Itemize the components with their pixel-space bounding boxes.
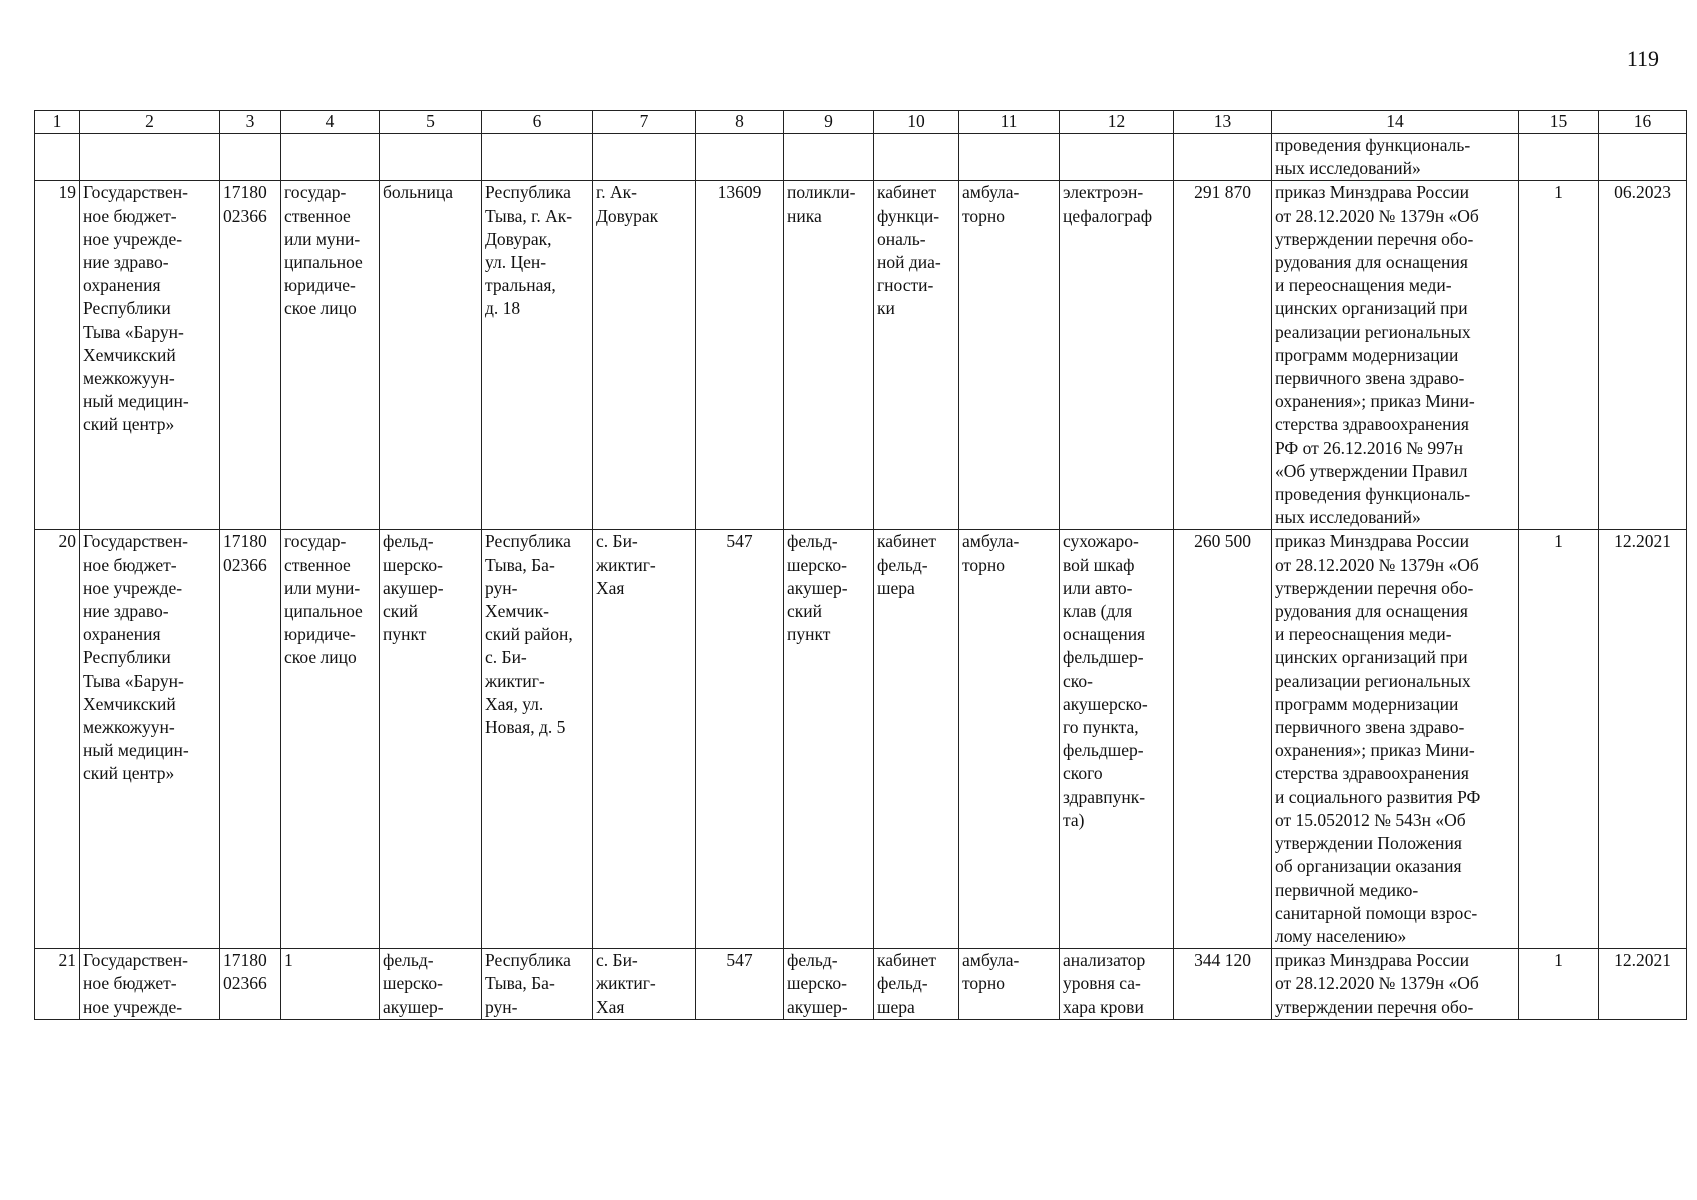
price-cell: 260 500 bbox=[1174, 530, 1272, 949]
column-header: 10 bbox=[874, 111, 959, 134]
table-row bbox=[35, 181, 1687, 530]
population-cell: 13609 bbox=[696, 181, 784, 530]
table-cell bbox=[281, 134, 380, 181]
table-cell bbox=[1519, 134, 1599, 181]
facility-type-cell: фельд- шерско- акушер- ский пункт bbox=[380, 530, 482, 949]
quantity-cell: 1 bbox=[1519, 949, 1599, 1020]
organization-cell: Государствен- ное бюджет- ное учрежде- bbox=[80, 949, 220, 1020]
row-number-cell: 19 bbox=[35, 181, 80, 530]
address-cell: Республика Тыва, Ба- рун- bbox=[482, 949, 593, 1020]
table-cell bbox=[220, 134, 281, 181]
legal-basis-cell: приказ Минздрава России от 28.12.2020 № 1379н «Об утверждении перечня обо- рудования для оснащения и переоснащения меди- цинских организаций при реализации региональных программ модернизации первичного звена здраво- охранения»; приказ Мини- стерства здравоохранения и социального развития РФ от 15.052012 № 543н «Об утверждении Положения об организации оказания первичной медико- санитарной помощи взрос- лому населению» bbox=[1272, 530, 1519, 949]
quantity-cell: 1 bbox=[1519, 181, 1599, 530]
legal-basis-cell: проведения функциональ- ных исследований» bbox=[1272, 134, 1519, 181]
room-cell: кабинет фельд- шера bbox=[874, 530, 959, 949]
column-header: 16 bbox=[1599, 111, 1687, 134]
row-number-cell: 20 bbox=[35, 530, 80, 949]
column-number-row bbox=[35, 111, 1687, 134]
table-cell bbox=[1060, 134, 1174, 181]
column-header: 14 bbox=[1272, 111, 1519, 134]
equipment-cell: анализатор уровня са- хара крови bbox=[1060, 949, 1174, 1020]
column-header: 13 bbox=[1174, 111, 1272, 134]
column-header: 7 bbox=[593, 111, 696, 134]
locality-cell: с. Би- жиктиг- Хая bbox=[593, 530, 696, 949]
unit-cell: фельд- шерско- акушер- bbox=[784, 949, 874, 1020]
population-cell: 547 bbox=[696, 530, 784, 949]
column-header: 12 bbox=[1060, 111, 1174, 134]
organization-cell: Государствен- ное бюджет- ное учрежде- ние здраво- охранения Республики Тыва «Барун- Хемчикский межкожуун- ный медицин- ский центр» bbox=[80, 530, 220, 949]
table-cell bbox=[380, 134, 482, 181]
organization-cell: Государствен- ное бюджет- ное учрежде- ние здраво- охранения Республики Тыва «Барун- Хемчикский межкожуун- ный медицин- ский центр» bbox=[80, 181, 220, 530]
facility-type-cell: фельд- шерско- акушер- bbox=[380, 949, 482, 1020]
equipment-cell: электроэн- цефалограф bbox=[1060, 181, 1174, 530]
legal-form-cell: государ- ственное или муни- ципальное юридиче- ское лицо bbox=[281, 530, 380, 949]
column-header: 9 bbox=[784, 111, 874, 134]
row-number-cell: 21 bbox=[35, 949, 80, 1020]
table-cell bbox=[593, 134, 696, 181]
legal-form-cell: 1 bbox=[281, 949, 380, 1020]
care-condition-cell: амбула- торно bbox=[959, 181, 1060, 530]
registry-table bbox=[34, 110, 1687, 1020]
date-cell: 12.2021 bbox=[1599, 530, 1687, 949]
table-row-continued bbox=[35, 134, 1687, 181]
care-condition-cell: амбула- торно bbox=[959, 530, 1060, 949]
address-cell: Республика Тыва, г. Ак- Довурак, ул. Цен- тральная, д. 18 bbox=[482, 181, 593, 530]
ogrn-cell: 17180 02366 bbox=[220, 949, 281, 1020]
room-cell: кабинет фельд- шера bbox=[874, 949, 959, 1020]
equipment-cell: сухожаро- вой шкаф или авто- клав (для оснащения фельдшер- ско- акушерско- го пункта, фельдшер- ского здравпунк- та) bbox=[1060, 530, 1174, 949]
ogrn-cell: 17180 02366 bbox=[220, 181, 281, 530]
column-header: 5 bbox=[380, 111, 482, 134]
legal-basis-cell: приказ Минздрава России от 28.12.2020 № 1379н «Об утверждении перечня обо- bbox=[1272, 949, 1519, 1020]
column-header: 3 bbox=[220, 111, 281, 134]
legal-basis-cell: приказ Минздрава России от 28.12.2020 № 1379н «Об утверждении перечня обо- рудования для оснащения и переоснащения меди- цинских организаций при реализации региональных программ модернизации первичного звена здраво- охранения»; приказ Мини- стерства здравоохранения РФ от 26.12.2016 № 997н «Об утверждении Правил проведения функциональ- ных исследований» bbox=[1272, 181, 1519, 530]
table-cell bbox=[874, 134, 959, 181]
table-cell bbox=[696, 134, 784, 181]
column-header: 11 bbox=[959, 111, 1060, 134]
table-cell bbox=[80, 134, 220, 181]
population-cell: 547 bbox=[696, 949, 784, 1020]
table-cell bbox=[1599, 134, 1687, 181]
price-cell: 344 120 bbox=[1174, 949, 1272, 1020]
table-cell bbox=[959, 134, 1060, 181]
unit-cell: поликли- ника bbox=[784, 181, 874, 530]
ogrn-cell: 17180 02366 bbox=[220, 530, 281, 949]
column-header: 6 bbox=[482, 111, 593, 134]
page-number: 119 bbox=[1626, 46, 1659, 71]
legal-form-cell: государ- ственное или муни- ципальное юридиче- ское лицо bbox=[281, 181, 380, 530]
column-header: 1 bbox=[35, 111, 80, 134]
date-cell: 06.2023 bbox=[1599, 181, 1687, 530]
table-cell bbox=[1174, 134, 1272, 181]
table-cell bbox=[784, 134, 874, 181]
date-cell: 12.2021 bbox=[1599, 949, 1687, 1020]
locality-cell: с. Би- жиктиг- Хая bbox=[593, 949, 696, 1020]
quantity-cell: 1 bbox=[1519, 530, 1599, 949]
column-header: 15 bbox=[1519, 111, 1599, 134]
address-cell: Республика Тыва, Ба- рун- Хемчик- ский район, с. Би- жиктиг- Хая, ул. Новая, д. 5 bbox=[482, 530, 593, 949]
table-row bbox=[35, 530, 1687, 949]
table-cell bbox=[482, 134, 593, 181]
room-cell: кабинет функци- ональ- ной диа- гности- ки bbox=[874, 181, 959, 530]
locality-cell: г. Ак- Довурак bbox=[593, 181, 696, 530]
unit-cell: фельд- шерско- акушер- ский пункт bbox=[784, 530, 874, 949]
column-header: 2 bbox=[80, 111, 220, 134]
care-condition-cell: амбула- торно bbox=[959, 949, 1060, 1020]
facility-type-cell: больница bbox=[380, 181, 482, 530]
price-cell: 291 870 bbox=[1174, 181, 1272, 530]
column-header: 8 bbox=[696, 111, 784, 134]
table-row bbox=[35, 949, 1687, 1020]
table-cell bbox=[35, 134, 80, 181]
column-header: 4 bbox=[281, 111, 380, 134]
